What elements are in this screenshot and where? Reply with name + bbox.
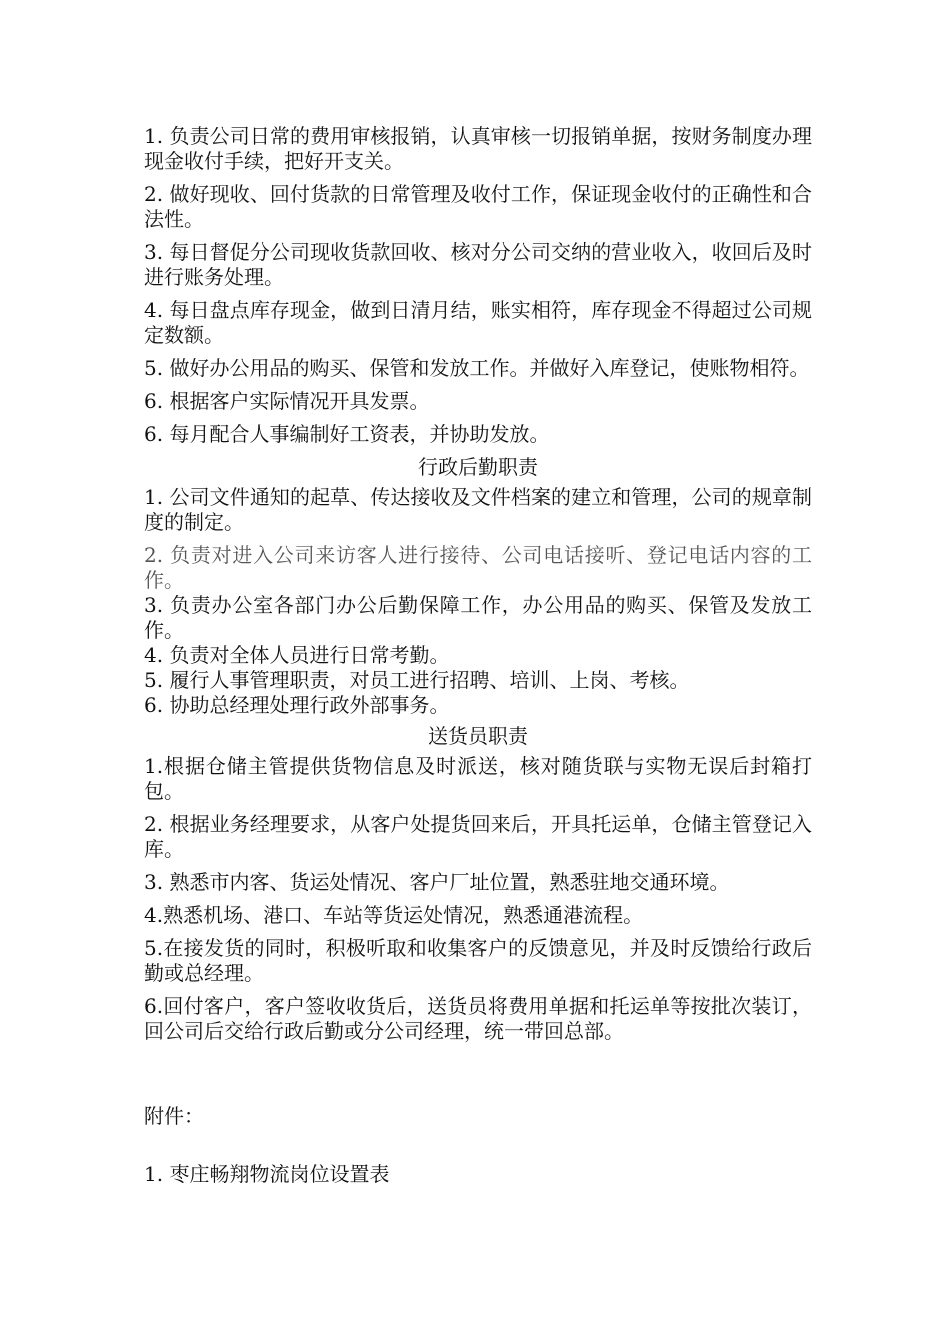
delivery-section-title: 送货员职责	[428, 724, 528, 748]
finance-item-1: 1. 负责公司日常的费用审核报销，认真审核一切报销单据，按财务制度办理现金收付手续，把好开支关。	[144, 124, 812, 173]
admin-item-6: 6. 协助总经理处理行政外部事务。	[144, 693, 450, 717]
attachments-section	[144, 1104, 812, 1187]
finance-item-7: 6. 每月配合人事编制好工资表，并协助发放。	[144, 422, 550, 446]
document-page	[144, 124, 812, 1187]
admin-item-5: 5. 履行人事管理职责，对员工进行招聘、培训、上岗、考核。	[144, 668, 690, 692]
admin-section-title: 行政后勤职责	[418, 455, 538, 479]
admin-item-3: 3. 负责办公室各部门办公后勤保障工作，办公用品的购买、保管及发放工作。	[144, 593, 812, 642]
delivery-item-6: 6.回付客户，客户签收收货后，送货员将费用单据和托运单等按批次装订，回公司后交给行政后勤或分公司经理，统一带回总部。	[144, 994, 812, 1043]
attachment-item-1: 1. 枣庄畅翔物流岗位设置表	[144, 1162, 390, 1186]
admin-item-2: 2. 负责对进入公司来访客人进行接待、公司电话接听、登记电话内容的工作。	[144, 543, 812, 592]
finance-duties-section	[144, 124, 812, 447]
delivery-item-1: 1.根据仓储主管提供货物信息及时派送，核对随货联与实物无误后封箱打包。	[144, 754, 812, 803]
finance-item-2: 2. 做好现收、回付货款的日常管理及收付工作，保证现金收付的正确性和合法性。	[144, 182, 812, 231]
finance-item-5: 5. 做好办公用品的购买、保管和发放工作。并做好入库登记，使账物相符。	[144, 356, 810, 380]
admin-item-4: 4. 负责对全体人员进行日常考勤。	[144, 643, 450, 667]
finance-item-6: 6. 根据客户实际情况开具发票。	[144, 389, 430, 413]
attachments-label: 附件：	[144, 1104, 204, 1128]
delivery-item-2: 2. 根据业务经理要求，从客户处提货回来后，开具托运单，仓储主管登记入库。	[144, 812, 812, 861]
finance-item-4: 4. 每日盘点库存现金，做到日清月结，账实相符，库存现金不得超过公司规定数额。	[144, 298, 812, 347]
delivery-item-5: 5.在接发货的同时，积极听取和收集客户的反馈意见，并及时反馈给行政后勤或总经理。	[144, 936, 812, 985]
admin-duties-section	[144, 455, 812, 718]
delivery-item-3: 3. 熟悉市内客、货运处情况、客户厂址位置，熟悉驻地交通环境。	[144, 870, 730, 894]
delivery-item-4: 4.熟悉机场、港口、车站等货运处情况，熟悉通港流程。	[144, 903, 644, 927]
admin-item-1: 1. 公司文件通知的起草、传达接收及文件档案的建立和管理，公司的规章制度的制定。	[144, 485, 812, 534]
finance-item-3: 3. 每日督促分公司现收货款回收、核对分公司交纳的营业收入，收回后及时进行账务处理。	[144, 240, 812, 289]
delivery-duties-section	[144, 724, 812, 1044]
